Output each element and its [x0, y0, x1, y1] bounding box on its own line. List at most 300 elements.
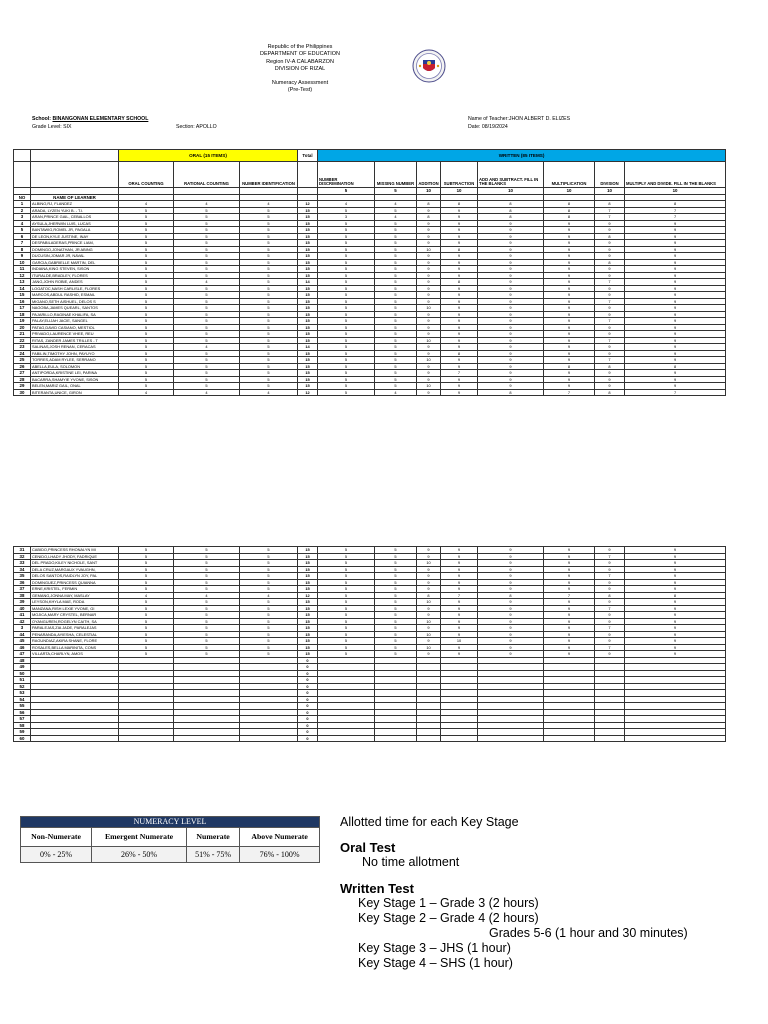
total-score: 15 — [298, 311, 318, 318]
multiplication-score: 9 — [544, 272, 595, 279]
learner-name: DE LEON,KYLE JUSTINE, INAY — [31, 233, 119, 240]
add-subtract-fill-score: 9 — [478, 220, 544, 227]
missing-number-score: 5 — [375, 605, 417, 612]
total-score: 15 — [298, 383, 318, 390]
learner-name: AYSULA,JHERWIN LUIS, LUCAS — [31, 220, 119, 227]
number-identification-score: 4 — [240, 201, 298, 208]
number-discrimination-score: 5 — [318, 337, 375, 344]
addition-score: 9 — [417, 586, 441, 593]
score-table-bottom — [13, 546, 726, 742]
division-score: 9 — [595, 227, 625, 234]
learner-name: ABELLA,EULA, SOLOMON — [31, 363, 119, 370]
total-score: 15 — [298, 579, 318, 586]
subtraction-score: 8 — [441, 201, 478, 208]
number-identification-score: 5 — [240, 318, 298, 325]
oral-counting-score: 5 — [119, 547, 174, 554]
rational-counting-score: 5 — [174, 220, 240, 227]
add-subtract-fill-score: 9 — [478, 357, 544, 364]
multiply-divide-fill-score: 8 — [625, 592, 726, 599]
add-subtract-fill-score: 9 — [478, 618, 544, 625]
total-score: 15 — [298, 566, 318, 573]
number-identification-score: 5 — [240, 292, 298, 299]
multiplication-score: 9 — [544, 298, 595, 305]
oral-counting-score: 5 — [119, 246, 174, 253]
missing-number-score: 5 — [375, 233, 417, 240]
total-score: 15 — [298, 376, 318, 383]
number-discrimination-score: 5 — [318, 227, 375, 234]
division-score: 9 — [595, 612, 625, 619]
division-score: 9 — [595, 292, 625, 299]
oral-counting-score: 5 — [119, 605, 174, 612]
total-score: 15 — [298, 573, 318, 580]
missing-number-score — [375, 735, 417, 742]
row-number: 25 — [14, 357, 31, 364]
number-identification-score: 5 — [240, 566, 298, 573]
number-discrimination-score: 5 — [318, 383, 375, 390]
multiplication-score: 9 — [544, 318, 595, 325]
rational-counting-score: 5 — [174, 233, 240, 240]
division-score: 7 — [595, 207, 625, 214]
division-score: 9 — [595, 305, 625, 312]
learner-name: PATAG,DAVID CASIANO, MESTIOL — [31, 324, 119, 331]
oral-counting-score: 5 — [119, 331, 174, 338]
row-number: 28 — [14, 376, 31, 383]
multiplication-score: 9 — [544, 599, 595, 606]
row-number: 30 — [14, 389, 31, 396]
add-subtract-fill-score: 9 — [478, 383, 544, 390]
missing-number-score: 5 — [375, 227, 417, 234]
subtraction-score: 9 — [441, 318, 478, 325]
division-score: 8 — [595, 233, 625, 240]
division-score: 7 — [595, 214, 625, 221]
oral-counting-score: 5 — [119, 272, 174, 279]
add-subtract-fill-score: 9 — [478, 605, 544, 612]
total-score: 15 — [298, 305, 318, 312]
add-subtract-fill-score — [478, 735, 544, 742]
add-subtract-fill-score: 9 — [478, 233, 544, 240]
grade-label: Grade Level: — [32, 124, 62, 130]
row-number: 9 — [14, 253, 31, 260]
add-subtract-fill-score: 9 — [478, 560, 544, 567]
learner-name: PAJARILLO,RAGINAE KHALIFA, SA — [31, 311, 119, 318]
multiply-divide-fill-score: 9 — [625, 370, 726, 377]
missing-number-score: 5 — [375, 240, 417, 247]
oral-counting-score: 5 — [119, 259, 174, 266]
number-identification-score: 5 — [240, 383, 298, 390]
missing-number-score: 5 — [375, 376, 417, 383]
total-score: 12 — [298, 389, 318, 396]
row-number: 5 — [14, 227, 31, 234]
addition-score: 9 — [417, 553, 441, 560]
division-score: 9 — [595, 599, 625, 606]
teacher-label: Name of Teacher: — [468, 116, 509, 122]
subtraction-score: 9 — [441, 547, 478, 554]
number-discrimination-score: 5 — [318, 305, 375, 312]
subtraction-score: 9 — [441, 220, 478, 227]
multiply-divide-fill-score: 9 — [625, 644, 726, 651]
row-number: 60 — [14, 735, 31, 742]
learner-name: MOJICA,MARY CRYSTEL, BERNAR — [31, 612, 119, 619]
rational-counting-score: 4 — [174, 279, 240, 286]
learner-name: PENARANDA,AYIESHA, CELESTIAL — [31, 631, 119, 638]
header-republic: Republic of the Philippines — [267, 44, 333, 50]
multiply-divide-fill-score: 9 — [625, 337, 726, 344]
number-identification-score: 5 — [240, 350, 298, 357]
add-subtract-fill-score: 9 — [478, 625, 544, 632]
date-value: 08/19/2024 — [481, 124, 508, 130]
subtraction-score: 9 — [441, 298, 478, 305]
multiply-divide-fill-score: 9 — [625, 625, 726, 632]
division-score: 9 — [595, 651, 625, 658]
school-info — [32, 116, 148, 123]
number-discrimination-score: 5 — [318, 233, 375, 240]
total-score: 0 — [298, 677, 318, 684]
multiply-divide-fill-score: 7 — [625, 207, 726, 214]
missing-number-score: 5 — [375, 331, 417, 338]
row-number: 51 — [14, 677, 31, 684]
total-score: 15 — [298, 207, 318, 214]
oral-counting-score: 5 — [119, 311, 174, 318]
number-identification-score: 5 — [240, 331, 298, 338]
addition-score: 9 — [417, 324, 441, 331]
learner-name: BELEN,MARIZ GAIL, ONAL — [31, 383, 119, 390]
learner-name: RAGUNDIAZ,AKIRA SHANE, FLORE — [31, 638, 119, 645]
number-discrimination-score: 5 — [318, 651, 375, 658]
division-score: 9 — [595, 383, 625, 390]
section-value: APOLLO — [195, 124, 217, 130]
multiply-divide-fill-score: 9 — [625, 573, 726, 580]
subtraction-score: 9 — [441, 363, 478, 370]
learner-name: ARAN,PRINCE GAIL, CEBALLOS — [31, 214, 119, 221]
add-subtract-fill-score: 8 — [478, 207, 544, 214]
oral-counting-score: 5 — [119, 305, 174, 312]
row-number: 17 — [14, 305, 31, 312]
add-subtract-fill-score: 9 — [478, 376, 544, 383]
rational-counting-score: 5 — [174, 357, 240, 364]
number-identification-score: 5 — [240, 285, 298, 292]
multiply-divide-fill-score: 9 — [625, 553, 726, 560]
number-identification-score: 5 — [240, 259, 298, 266]
add-subtract-fill-score: 9 — [478, 612, 544, 619]
add-subtract-fill-score: 9 — [478, 305, 544, 312]
total-score: 15 — [298, 651, 318, 658]
col-multiply-divide-fill: MULTIPLY AND DIVIDE. FILL IN THE BLANKS — [625, 162, 726, 188]
multiply-divide-fill-score: 9 — [625, 547, 726, 554]
row-number: 8 — [14, 246, 31, 253]
rational-counting-score: 4 — [174, 344, 240, 351]
multiplication-score: 9 — [544, 344, 595, 351]
subtraction-score: 9 — [441, 272, 478, 279]
row-number: 11 — [14, 266, 31, 273]
missing-number-score: 5 — [375, 586, 417, 593]
header-assessment: Numeracy Assessment — [271, 80, 329, 87]
subtraction-score: 9 — [441, 383, 478, 390]
total-score: 0 — [298, 703, 318, 710]
total-score: 15 — [298, 631, 318, 638]
oral-counting-score: 5 — [119, 292, 174, 299]
multiply-divide-fill-score: 7 — [625, 389, 726, 396]
add-subtract-fill-score: 9 — [478, 279, 544, 286]
table-row — [14, 389, 726, 396]
division-score: 9 — [595, 285, 625, 292]
row-number: 33 — [14, 560, 31, 567]
addition-score: 9 — [417, 370, 441, 377]
row-number: 48 — [14, 657, 31, 664]
key-stage-1: Key Stage 1 – Grade 3 (2 hours) — [358, 896, 539, 910]
division-score: 7 — [595, 573, 625, 580]
multiplication-score: 9 — [544, 644, 595, 651]
row-number: 45 — [14, 638, 31, 645]
number-identification-score: 4 — [240, 389, 298, 396]
division-score: 9 — [595, 266, 625, 273]
total-score: 0 — [298, 683, 318, 690]
number-discrimination-score: 5 — [318, 612, 375, 619]
row-number: 3 — [14, 625, 31, 632]
row-number: 13 — [14, 279, 31, 286]
division-score: 8 — [595, 201, 625, 208]
addition-score: 9 — [417, 240, 441, 247]
oral-counting-score: 5 — [119, 285, 174, 292]
total-score: 15 — [298, 605, 318, 612]
multiply-divide-fill-score: 9 — [625, 383, 726, 390]
multiplication-score: 9 — [544, 573, 595, 580]
add-subtract-fill-score: 8 — [478, 201, 544, 208]
row-number: 39 — [14, 599, 31, 606]
multiplication-score: 9 — [544, 370, 595, 377]
total-score: 15 — [298, 253, 318, 260]
missing-number-score: 5 — [375, 547, 417, 554]
oral-counting-score: 5 — [119, 318, 174, 325]
number-discrimination-score: 5 — [318, 592, 375, 599]
number-discrimination-score: 5 — [318, 272, 375, 279]
rational-counting-score: 5 — [174, 605, 240, 612]
oral-counting-score: 5 — [119, 638, 174, 645]
oral-counting-score: 5 — [119, 573, 174, 580]
number-identification-score: 5 — [240, 625, 298, 632]
key-stage-4: Key Stage 4 – SHS (1 hour) — [358, 956, 513, 970]
add-subtract-fill-score: 9 — [478, 644, 544, 651]
number-identification-score: 5 — [240, 207, 298, 214]
subtraction-score: 9 — [441, 599, 478, 606]
multiply-divide-fill-score: 9 — [625, 651, 726, 658]
multiply-divide-fill-score: 9 — [625, 579, 726, 586]
header-blank — [14, 162, 31, 188]
add-subtract-fill-score: 9 — [478, 547, 544, 554]
number-discrimination-score: 5 — [318, 253, 375, 260]
number-discrimination-score: 5 — [318, 579, 375, 586]
learner-name: RITAS, ZANDER JAMES TRILLES - T — [31, 337, 119, 344]
section-label: Section: — [176, 124, 195, 130]
add-subtract-fill-score: 9 — [478, 586, 544, 593]
addition-score: 9 — [417, 298, 441, 305]
subtraction-score: 9 — [441, 376, 478, 383]
subtraction-score: 9 — [441, 344, 478, 351]
oral-counting-score: 4 — [119, 201, 174, 208]
missing-number-score: 4 — [375, 214, 417, 221]
multiply-divide-fill-score: 9 — [625, 560, 726, 567]
missing-number-score: 5 — [375, 363, 417, 370]
document-header — [230, 44, 370, 95]
learner-name: TORRES,ADAM RYLEE, SERRANO — [31, 357, 119, 364]
numeracy-level-table — [20, 816, 320, 863]
row-number: 56 — [14, 709, 31, 716]
total-score: 14 — [298, 344, 318, 351]
multiplication-score: 9 — [544, 586, 595, 593]
subtraction-score: 8 — [441, 279, 478, 286]
subtraction-score: 9 — [441, 227, 478, 234]
row-number: 53 — [14, 690, 31, 697]
total-score: 0 — [298, 722, 318, 729]
learner-name: INDIANA,KING STEVEN, SISON — [31, 266, 119, 273]
subtraction-score: 9 — [441, 331, 478, 338]
total-score: 15 — [298, 331, 318, 338]
division-score: 9 — [595, 272, 625, 279]
addition-score: 9 — [417, 566, 441, 573]
total-score: 0 — [298, 709, 318, 716]
level-emergent-numerate: Emergent Numerate — [92, 828, 187, 847]
total-score: 15 — [298, 214, 318, 221]
number-discrimination-score: 5 — [318, 560, 375, 567]
missing-number-score: 5 — [375, 357, 417, 364]
division-score: 9 — [595, 376, 625, 383]
subtraction-score: 9 — [441, 292, 478, 299]
subtraction-score: 9 — [441, 631, 478, 638]
row-number: 23 — [14, 344, 31, 351]
missing-number-score: 5 — [375, 638, 417, 645]
oral-counting-score: 5 — [119, 220, 174, 227]
total-score: 15 — [298, 272, 318, 279]
addition-score: 9 — [417, 285, 441, 292]
oral-counting-score: 5 — [119, 612, 174, 619]
learner-name: GARCIA,GABRIELLE MARTIN, DEL — [31, 259, 119, 266]
multiplication-score: 9 — [544, 651, 595, 658]
addition-score: 10 — [417, 599, 441, 606]
learner-name: BACARRA,SHAMYIE YVONE, SISON — [31, 376, 119, 383]
addition-score: 10 — [417, 337, 441, 344]
division-score: 9 — [595, 324, 625, 331]
subtraction-score: 10 — [441, 638, 478, 645]
add-subtract-fill-score: 9 — [478, 363, 544, 370]
rational-counting-score: 5 — [174, 253, 240, 260]
number-discrimination-score: 5 — [318, 370, 375, 377]
missing-number-score: 5 — [375, 253, 417, 260]
rational-counting-score: 5 — [174, 266, 240, 273]
row-number: 32 — [14, 553, 31, 560]
multiply-divide-fill-score: 9 — [625, 324, 726, 331]
rational-counting-score: 5 — [174, 547, 240, 554]
addition-score: 9 — [417, 612, 441, 619]
add-subtract-fill-score: 9 — [478, 292, 544, 299]
learner-name: ERNE,KRISTEL, FERMIN — [31, 586, 119, 593]
row-number: 41 — [14, 612, 31, 619]
missing-number-score: 5 — [375, 292, 417, 299]
add-subtract-fill-score: 9 — [478, 553, 544, 560]
missing-number-score: 5 — [375, 566, 417, 573]
missing-number-score: 5 — [375, 592, 417, 599]
oral-counting-score: 5 — [119, 651, 174, 658]
total-score: 15 — [298, 638, 318, 645]
multiply-divide-fill-score: 9 — [625, 350, 726, 357]
max-add-subtract-fill: 10 — [478, 188, 544, 195]
multiply-divide-fill-score — [625, 735, 726, 742]
total-score: 0 — [298, 696, 318, 703]
division-score: 9 — [595, 246, 625, 253]
add-subtract-fill-score: 8 — [478, 214, 544, 221]
subtraction-score: 7 — [441, 370, 478, 377]
multiplication-score: 9 — [544, 350, 595, 357]
number-discrimination-score: 5 — [318, 292, 375, 299]
header-pretest: (Pre-Test) — [287, 87, 313, 94]
subtraction-score: 9 — [441, 253, 478, 260]
learner-name: NAGOBA,JAMES QUEARL, SANTOS — [31, 305, 119, 312]
multiplication-score: 9 — [544, 331, 595, 338]
row-number: 4 — [14, 220, 31, 227]
oral-counting-score: 5 — [119, 207, 174, 214]
row-number: 12 — [14, 272, 31, 279]
add-subtract-fill-score: 9 — [478, 344, 544, 351]
learner-name: CENIDO,LHADY JHODY, FADRIQUE — [31, 553, 119, 560]
multiplication-score: 9 — [544, 227, 595, 234]
row-number: 35 — [14, 573, 31, 580]
number-discrimination-score: 5 — [318, 246, 375, 253]
division-score: 9 — [595, 579, 625, 586]
addition-score: 8 — [417, 214, 441, 221]
row-number: 6 — [14, 233, 31, 240]
learner-name: CABIDO,PRINCESS RHONALYN MI — [31, 547, 119, 554]
oral-counting-score: 5 — [119, 599, 174, 606]
teacher-info — [468, 116, 570, 123]
add-subtract-fill-score: 9 — [478, 318, 544, 325]
rational-counting-score: 5 — [174, 305, 240, 312]
oral-section-title: ORAL (15 ITEMS) — [119, 150, 298, 162]
rational-counting-score: 5 — [174, 644, 240, 651]
missing-number-score: 5 — [375, 344, 417, 351]
number-discrimination-score: 5 — [318, 586, 375, 593]
number-discrimination-score: 5 — [318, 311, 375, 318]
rational-counting-score: 5 — [174, 259, 240, 266]
number-identification-score: 5 — [240, 233, 298, 240]
oral-counting-score: 5 — [119, 579, 174, 586]
addition-score: 10 — [417, 631, 441, 638]
addition-score: 10 — [417, 246, 441, 253]
number-discrimination-score: 5 — [318, 318, 375, 325]
oral-test-note: No time allotment — [362, 855, 460, 869]
rational-counting-score: 5 — [174, 370, 240, 377]
rational-counting-score: 5 — [174, 227, 240, 234]
total-score: 0 — [298, 670, 318, 677]
missing-number-score: 5 — [375, 305, 417, 312]
number-identification-score: 5 — [240, 599, 298, 606]
rational-counting-score: 4 — [174, 592, 240, 599]
level-above-numerate: Above Numerate — [240, 828, 320, 847]
addition-score: 9 — [417, 220, 441, 227]
number-identification-score: 5 — [240, 240, 298, 247]
multiply-divide-fill-score: 9 — [625, 266, 726, 273]
learner-name: LEYSON,KHYLA MAE, RODA — [31, 599, 119, 606]
subtraction-score: 9 — [441, 560, 478, 567]
addition-score: 9 — [417, 266, 441, 273]
oral-counting-score: 5 — [119, 376, 174, 383]
total-score: 15 — [298, 618, 318, 625]
add-subtract-fill-score: 9 — [478, 227, 544, 234]
deped-seal-icon — [412, 49, 446, 83]
subtraction-score: 9 — [441, 605, 478, 612]
subtraction-score: 9 — [441, 357, 478, 364]
addition-score: 9 — [417, 331, 441, 338]
number-identification-score: 5 — [240, 644, 298, 651]
division-score: 7 — [595, 337, 625, 344]
add-subtract-fill-score: 9 — [478, 331, 544, 338]
